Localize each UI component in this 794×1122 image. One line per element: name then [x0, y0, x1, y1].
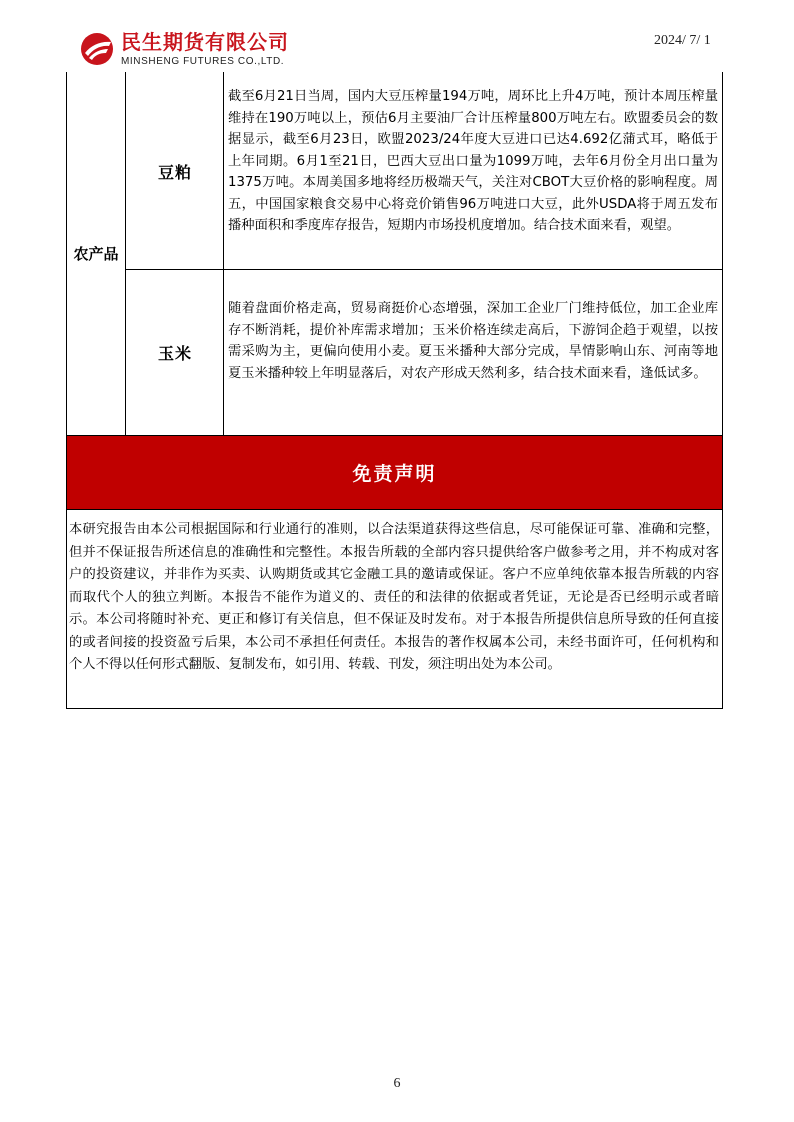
- page-number: 6: [393, 1076, 401, 1091]
- row-text-soymeal: 截至6月21日当周，国内大豆压榨量194万吨，周环比上升4万吨，预计本周压榨量维持在190万吨以上，预估6月主要油厂合计压榨量800万吨左右。欧盟委员会的数据显示，截至6月23日，欧盟2023/24年度大豆进口已达4.692亿蒲式耳，略低于上年同期。6月1至21日，巴西大豆出口量为1099万吨，去年6月份全月出口量为1375万吨。本周美国多地将经历极端天气，关注对CBOT大豆价格的影响程度。周五，中国国家粮食交易中心将竞价销售96万吨进口大豆，此外USDA将于周五发布播种面积和季度库存报告，短期内市场投机度增加。结合技术面来看，观望。: [228, 89, 718, 233]
- category-label: 农产品: [73, 245, 119, 263]
- report-date: 2024/ 7/ 1: [654, 33, 711, 48]
- row-label-soymeal: 豆粕: [157, 163, 192, 182]
- row-text-corn: 随着盘面价格走高，贸易商挺价心态增强，深加工企业厂门维持低位，加工企业库存不断消耗，提价补库需求增加；玉米价格连续走高后，下游饲企趋于观望，以按需采购为主，更偏向使用小麦。夏玉米播种大部分完成，旱情影响山东、河南等地夏玉米播种较上年明显落后，对农产形成天然利多，结合技术面来看，逢低试多。: [228, 301, 718, 381]
- company-name-cn: 民生期货有限公司: [121, 30, 289, 54]
- disclaimer-title: 免责声明: [352, 463, 437, 485]
- company-logo-icon: [79, 31, 115, 67]
- disclaimer-text: 本研究报告由本公司根据国际和行业通行的准则，以合法渠道获得这些信息，尽可能保证可靠、准确和完整，但并不保证报告所述信息的准确性和完整性。本报告所载的全部内容只提供给客户做参考之用，并不构成对客户的投资建议，并非作为买卖、认购期货或其它金融工具的邀请或保证。客户不应单纯依靠本报告所载的内容而取代个人的独立判断。本报告不能作为道义的、责任的和法律的依据或者凭证，无论是否已经明示或者暗示。本公司将随时补充、更正和修订有关信息，但不保证及时发布。对于本报告所提供信息所导致的任何直接的或者间接的投资盈亏后果，本公司不承担任何责任。本报告的著作权属本公司，未经书面许可，任何机构和个人不得以任何形式翻版、复制发布，如引用、转载、刊发，须注明出处为本公司。: [69, 522, 719, 672]
- row-label-corn: 玉米: [157, 344, 192, 363]
- disclaimer-banner: [66, 435, 723, 510]
- company-name-en: MINSHENG FUTURES CO.,LTD.: [121, 56, 285, 67]
- page-header: [0, 0, 794, 70]
